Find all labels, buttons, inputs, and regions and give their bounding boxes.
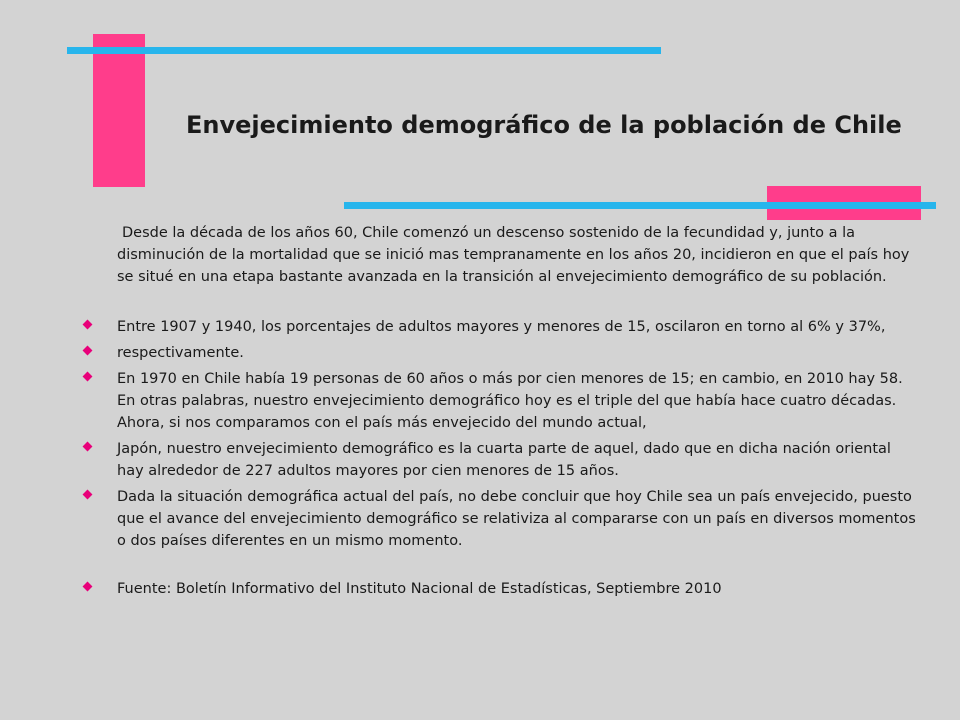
- pink-vertical-bar: [93, 34, 145, 187]
- bullet-text: En 1970 en Chile había 19 personas de 60 años o más por cien menores de 15; en cambio, en 2010 hay 58. En otras palabras, nuestro envejecimiento demográfico hoy es el triple del que había hace cuatro décadas. Ahora, si nos comparamos con el país más envejecido del mundo actual,: [117, 371, 903, 431]
- slide-title: Envejecimiento demográfico de la población de Chile: [186, 111, 902, 139]
- bullet-text: Dada la situación demográfica actual del país, no debe concluir que hoy Chile sea un país envejecido, puesto que el avance del envejecimiento demográfico se relativiza al compararse con un país en diversos momentos o dos países diferentes en un mismo momento.: [117, 489, 916, 549]
- diamond-bullet-icon: [83, 320, 93, 330]
- blue-right-line: [344, 202, 936, 209]
- bullet-text: Japón, nuestro envejecimiento demográfico es la cuarta parte de aquel, dado que en dicha nación oriental hay alrededor de 227 adultos mayores por cien menores de 15 años.: [117, 441, 891, 479]
- blue-top-line: [67, 47, 661, 54]
- bullet-text: respectivamente.: [117, 345, 244, 361]
- bullet-item: [80, 342, 920, 364]
- diamond-bullet-icon: [83, 442, 93, 452]
- diamond-bullet-icon: [83, 372, 93, 382]
- diamond-bullet-icon: [83, 490, 93, 500]
- intro-paragraph: Desde la década de los años 60, Chile comenzó un descenso sostenido de la fecundidad y, junto a la disminución de la mortalidad que se inició mas tempranamente en los años 20, incidieron en que el país hoy se situé en una etapa bastante avanzada en la transición al envejecimiento demográfico de su población.: [117, 225, 910, 285]
- diamond-bullet-icon: [83, 582, 93, 592]
- bullet-item: [80, 316, 920, 338]
- bullet-text: Entre 1907 y 1940, los porcentajes de adultos mayores y menores de 15, oscilaron en torno al 6% y 37%,: [117, 319, 886, 335]
- bullet-item: [80, 438, 920, 482]
- source-text: Fuente: Boletín Informativo del Instituto Nacional de Estadísticas, Septiembre 2010: [117, 581, 722, 597]
- source-item: [80, 578, 920, 600]
- bullet-item: [80, 368, 920, 434]
- diamond-bullet-icon: [83, 346, 93, 356]
- bullet-item: [80, 486, 920, 552]
- bullet-list: [80, 316, 920, 604]
